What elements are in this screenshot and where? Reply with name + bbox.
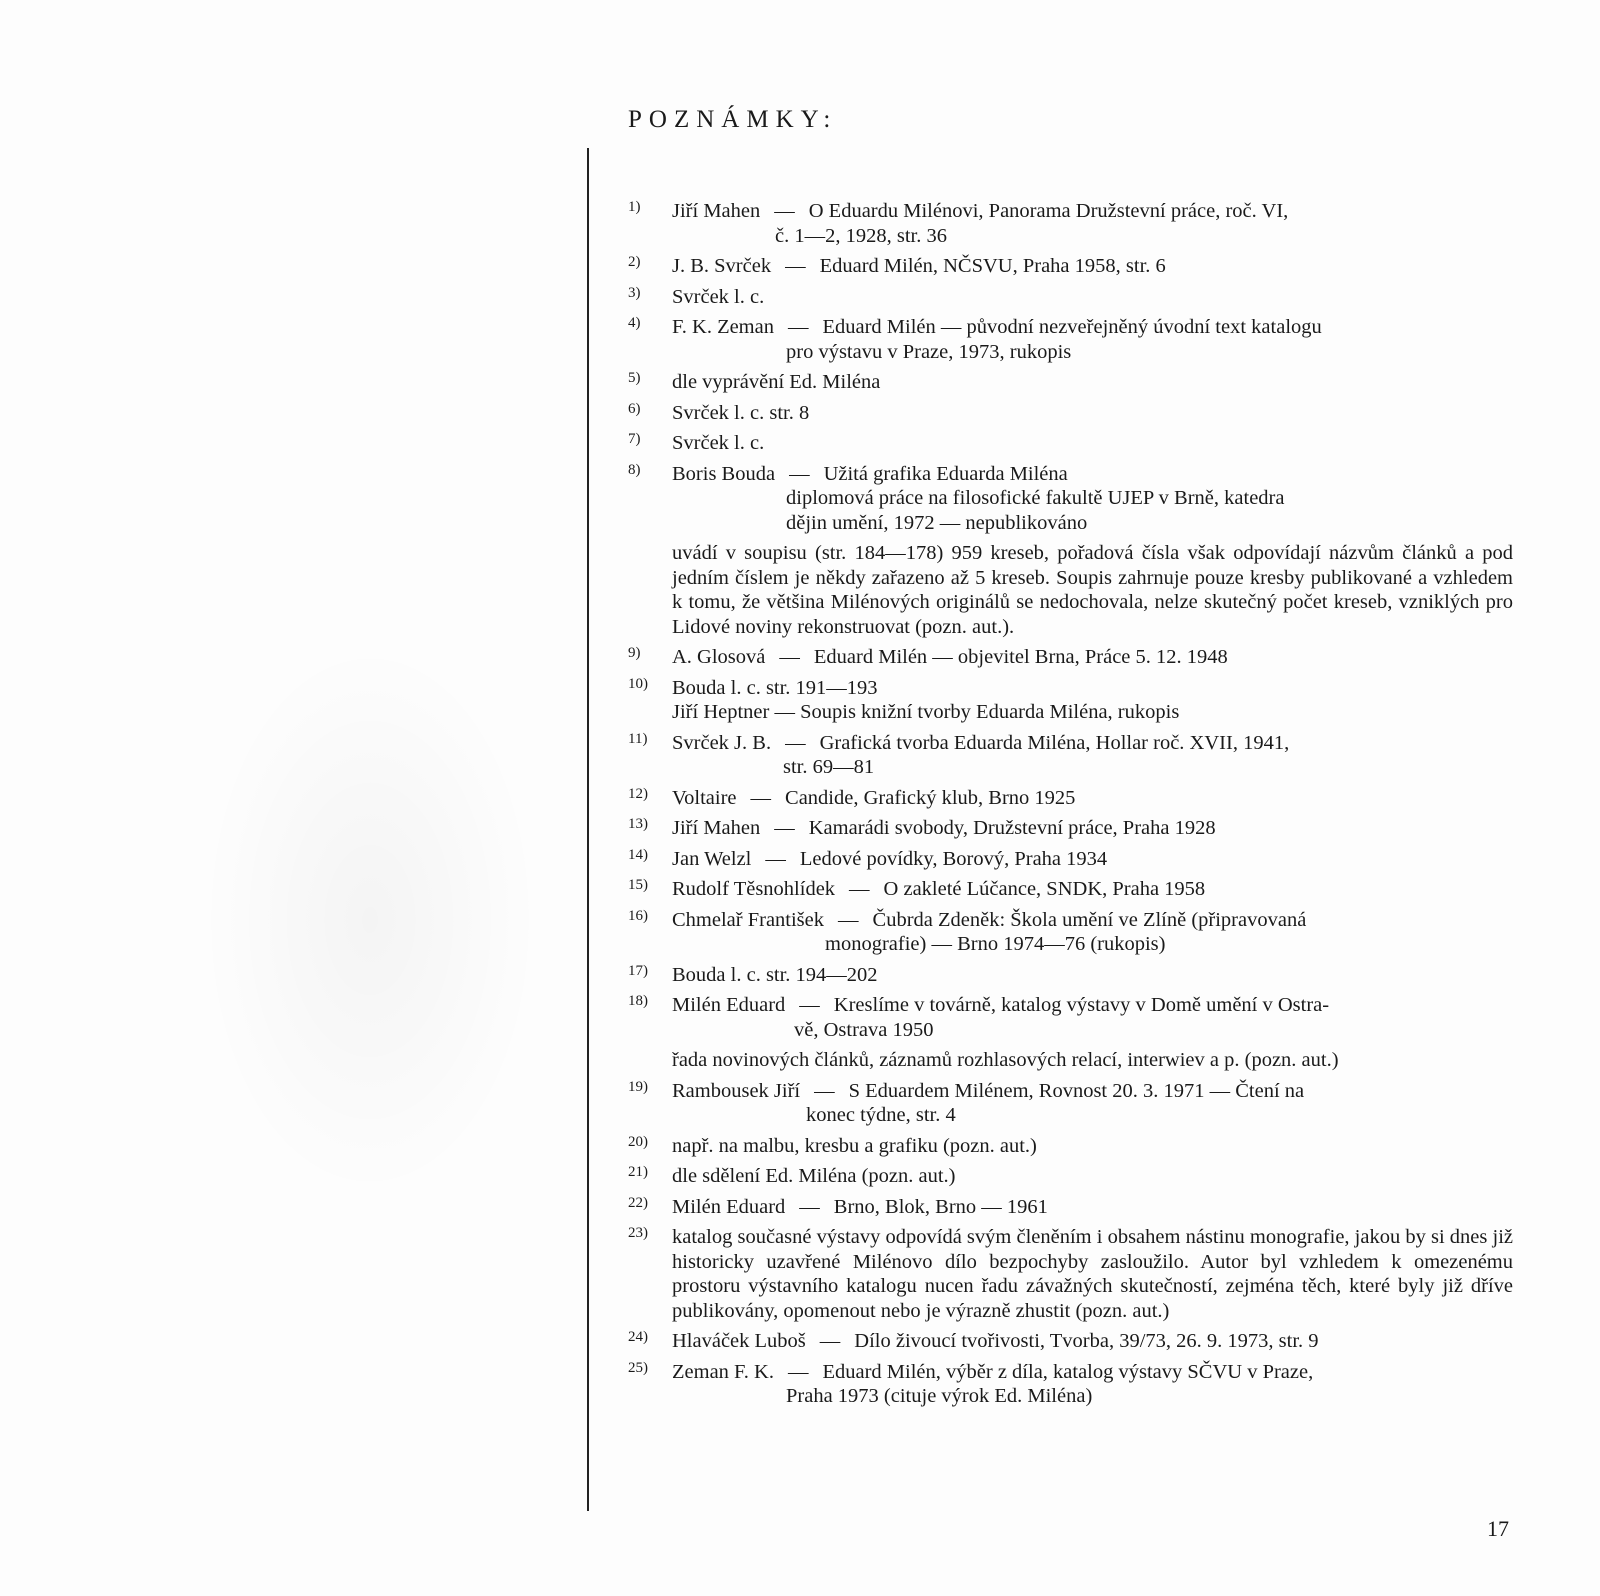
footnote-number: 4) [628, 315, 641, 331]
dash-separator: — [799, 1195, 820, 1218]
footnote-author: F. K. Zeman [672, 316, 774, 338]
footnote-text: pro výstavu v Praze, 1973, rukopis [786, 340, 1072, 363]
footnote-title: Eduard Milén — původní nezveřejněný úvodní text katalogu [822, 316, 1322, 338]
footnote-body [672, 676, 1513, 725]
footnote-body [672, 786, 1513, 811]
footnote-body [672, 401, 1513, 426]
footnote-body [672, 1360, 1513, 1409]
footnote-comment: řada novinových článků, záznamů rozhlasových relací, interwiev a p. (pozn. aut.) [672, 1049, 1339, 1071]
footnote-text: např. na malbu, kresbu a grafiku (pozn. aut.) [672, 1134, 1037, 1157]
footnote-text: vě, Ostrava 1950 [794, 1018, 934, 1041]
footnote-text: str. 69—81 [783, 756, 875, 778]
footnote-author: Jiří Mahen [672, 817, 761, 839]
footnote-text: Svrček l. c. [672, 432, 765, 454]
footnote-body [672, 254, 1513, 279]
footnote [628, 1164, 1513, 1189]
footnote [628, 431, 1513, 456]
footnote-author: Hlaváček Luboš [672, 1330, 806, 1352]
footnote [628, 315, 1513, 364]
footnote-author: Voltaire [672, 786, 737, 809]
footnote-title: O Eduardu Milénovi, Panorama Družstevní práce, roč. VI, [808, 200, 1289, 222]
footnote-number: 16) [628, 907, 648, 924]
footnote-number: 22) [628, 1194, 648, 1211]
dash-separator: — [785, 255, 806, 277]
footnote [628, 786, 1513, 811]
footnote [628, 993, 1513, 1042]
footnote-body [672, 877, 1513, 902]
footnote [628, 1195, 1513, 1220]
notes-list [628, 199, 1513, 1415]
footnote-body [672, 908, 1513, 957]
footnote-body [672, 816, 1513, 841]
footnote [628, 676, 1513, 725]
dash-separator: — [774, 200, 795, 222]
footnote-number: 24) [628, 1329, 648, 1345]
footnote-title: Brno, Blok, Brno — 1961 [833, 1195, 1048, 1218]
footnote-title: O zakleté Lúčance, SNDK, Praha 1958 [883, 878, 1206, 900]
footnote-body [672, 1134, 1513, 1159]
footnote-body [672, 431, 1513, 456]
footnote-text: dle vyprávění Ed. Miléna [672, 371, 881, 393]
footnote-text: Bouda l. c. str. 194—202 [672, 963, 878, 986]
footnote-author: Boris Bouda [672, 462, 776, 485]
footnote-title: S Eduardem Milénem, Rovnost 20. 3. 1971 — Čtení na [848, 1079, 1305, 1102]
footnote-body [672, 1329, 1513, 1354]
footnote-number: 9) [628, 645, 641, 661]
footnote-number: 10) [628, 675, 648, 692]
footnote-number: 21) [628, 1164, 648, 1180]
footnote-number: 7) [628, 431, 641, 447]
page-shadow [200, 640, 540, 1200]
footnote-body [672, 847, 1513, 872]
footnote [628, 645, 1513, 670]
footnote [628, 1079, 1513, 1128]
footnote-body [672, 963, 1513, 988]
footnote-number: 13) [628, 816, 648, 832]
footnote-number: 18) [628, 993, 648, 1009]
footnote [628, 199, 1513, 248]
footnote-title: Ledové povídky, Borový, Praha 1934 [799, 847, 1108, 870]
footnote-number: 11) [628, 730, 648, 747]
page-number: 17 [1487, 1516, 1509, 1541]
footnote-author: Svrček J. B. [672, 731, 772, 754]
footnote-text: dle sdělení Ed. Miléna (pozn. aut.) [672, 1165, 956, 1187]
footnote-text: konec týdne, str. 4 [806, 1104, 956, 1126]
footnote [628, 285, 1513, 310]
footnote-comment: uvádí v soupisu (str. 184—178) 959 kreseb, pořadová čísla však odpovídají názvům článků a pod jedním číslem je někdy zařazeno až 5 kreseb. Soupis zahrnuje pouze kresby publikované a vzhledem k tomu, že většina Milénových originálů se nedochovala, nelze skutečný počet kreseb, vzniklých pro Lidové noviny rekonstruovat (pozn. aut.). [672, 542, 1513, 638]
footnote-body [672, 315, 1513, 364]
footnote-title: Kreslíme v továrně, katalog výstavy v Domě umění v Ostra- [833, 994, 1330, 1016]
footnote-number: 5) [628, 370, 641, 386]
dash-separator: — [819, 1330, 841, 1352]
footnote-title: Eduard Milén, NČSVU, Praha 1958, str. 6 [819, 255, 1166, 277]
dash-separator: — [799, 994, 820, 1016]
footnote-title: Eduard Milén, výběr z díla, katalog výstavy SČVU v Praze, [822, 1360, 1314, 1383]
footnote-number: 25) [628, 1359, 648, 1376]
footnote-number: 1) [628, 199, 641, 215]
dash-separator: — [750, 786, 772, 809]
footnote-title: Čubrda Zdeněk: Škola umění ve Zlíně (připravovaná [872, 908, 1307, 931]
dash-separator: — [787, 1360, 809, 1383]
footnote-number: 19) [628, 1078, 648, 1095]
footnote-title: Užitá grafika Eduarda Miléna [823, 462, 1068, 485]
footnote-author: J. B. Svrček [672, 255, 772, 277]
footnote-author: Zeman F. K. [672, 1360, 774, 1383]
footnote [628, 370, 1513, 395]
footnote-number: 20) [628, 1133, 648, 1150]
footnote-body [672, 370, 1513, 395]
dash-separator: — [787, 316, 809, 338]
footnote-author: Jan Welzl [672, 847, 752, 870]
footnote-author: Milén Eduard [672, 994, 786, 1016]
footnote-text: diplomová práce na filosofické fakultě UJEP v Brně, katedra [786, 487, 1285, 509]
footnote-text: č. 1—2, 1928, str. 36 [775, 224, 947, 247]
footnote [628, 816, 1513, 841]
footnote-number: 12) [628, 785, 648, 802]
footnote [628, 1225, 1513, 1323]
footnote-title: Grafická tvorba Eduarda Miléna, Hollar roč. XVII, 1941, [819, 731, 1290, 754]
footnote-body [672, 993, 1513, 1042]
footnote [628, 877, 1513, 902]
footnote-text: Bouda l. c. str. 191—193 [672, 676, 878, 699]
footnote [628, 462, 1513, 536]
dash-separator: — [814, 1079, 835, 1102]
footnote-number: 14) [628, 846, 648, 863]
footnote-text: Praha 1973 (cituje výrok Ed. Miléna) [786, 1385, 1093, 1407]
footnote [628, 847, 1513, 872]
footnote-number: 8) [628, 461, 641, 478]
footnote-body [672, 731, 1513, 780]
footnote-number: 15) [628, 877, 648, 893]
footnote-number: 17) [628, 962, 648, 979]
footnote-text: Jiří Heptner — Soupis knižní tvorby Eduarda Miléna, rukopis [672, 701, 1180, 723]
footnote-title: Dílo živoucí tvořivosti, Tvorba, 39/73, 26. 9. 1973, str. 9 [854, 1330, 1319, 1352]
footnote-author: Rudolf Těsnohlídek [672, 878, 836, 900]
footnote [628, 1134, 1513, 1159]
footnote-text: dějin umění, 1972 — nepublikováno [786, 511, 1088, 534]
dash-separator: — [779, 646, 800, 668]
footnote [628, 1360, 1513, 1409]
footnote-text: Svrček l. c. str. 8 [672, 401, 810, 424]
footnote-body [672, 645, 1513, 670]
footnote-author: A. Glosová [672, 646, 766, 668]
dash-separator: — [774, 817, 795, 839]
footnote [628, 1329, 1513, 1354]
footnote-number: 6) [628, 400, 641, 417]
footnote-author: Chmelař František [672, 908, 825, 931]
footnote [628, 254, 1513, 279]
footnote-body [672, 285, 1513, 310]
footnote-author: Rambousek Jiří [672, 1079, 801, 1102]
footnote-body [672, 462, 1513, 536]
vertical-rule [587, 148, 589, 1511]
footnote-title: Eduard Milén — objevitel Brna, Práce 5. 12. 1948 [813, 646, 1228, 668]
footnote [628, 731, 1513, 780]
footnote [628, 401, 1513, 426]
footnote [628, 963, 1513, 988]
dash-separator: — [765, 847, 786, 870]
page-title: POZNÁMKY: [628, 106, 838, 133]
footnote-author: Jiří Mahen [672, 200, 761, 222]
footnote-text: katalog současné výstavy odpovídá svým členěním i obsahem nástinu monografie, jakou by si dnes již historicky uzavřené Milénovo dílo bezpochyby zasloužilo. Autor byl vzhledem k omezenému prostoru výstavního katalogu nucen řadu závažných skutečností, zejména těch, které byly již dříve publikovány, opomenout nebo je výrazně zhustit (pozn. aut.) [672, 1226, 1513, 1322]
footnote-text: Svrček l. c. [672, 285, 765, 308]
footnote-number: 3) [628, 284, 641, 301]
footnote-body [672, 1079, 1513, 1128]
footnote [628, 908, 1513, 957]
footnote-number: 2) [628, 254, 641, 270]
footnote-body [672, 199, 1513, 248]
dash-separator: — [838, 908, 859, 931]
footnote-number: 23) [628, 1225, 648, 1241]
dash-separator: — [785, 731, 806, 754]
footnote-body [672, 1195, 1513, 1220]
dash-separator: — [789, 462, 810, 485]
dash-separator: — [849, 878, 870, 900]
footnote-text: monografie) — Brno 1974—76 (rukopis) [825, 933, 1166, 955]
footnote-body [672, 1164, 1513, 1189]
footnote-title: Candide, Grafický klub, Brno 1925 [785, 786, 1076, 809]
footnote-author: Milén Eduard [672, 1195, 786, 1218]
footnote-title: Kamarádi svobody, Družstevní práce, Praha 1928 [808, 817, 1216, 839]
footnote-body [672, 1225, 1513, 1323]
